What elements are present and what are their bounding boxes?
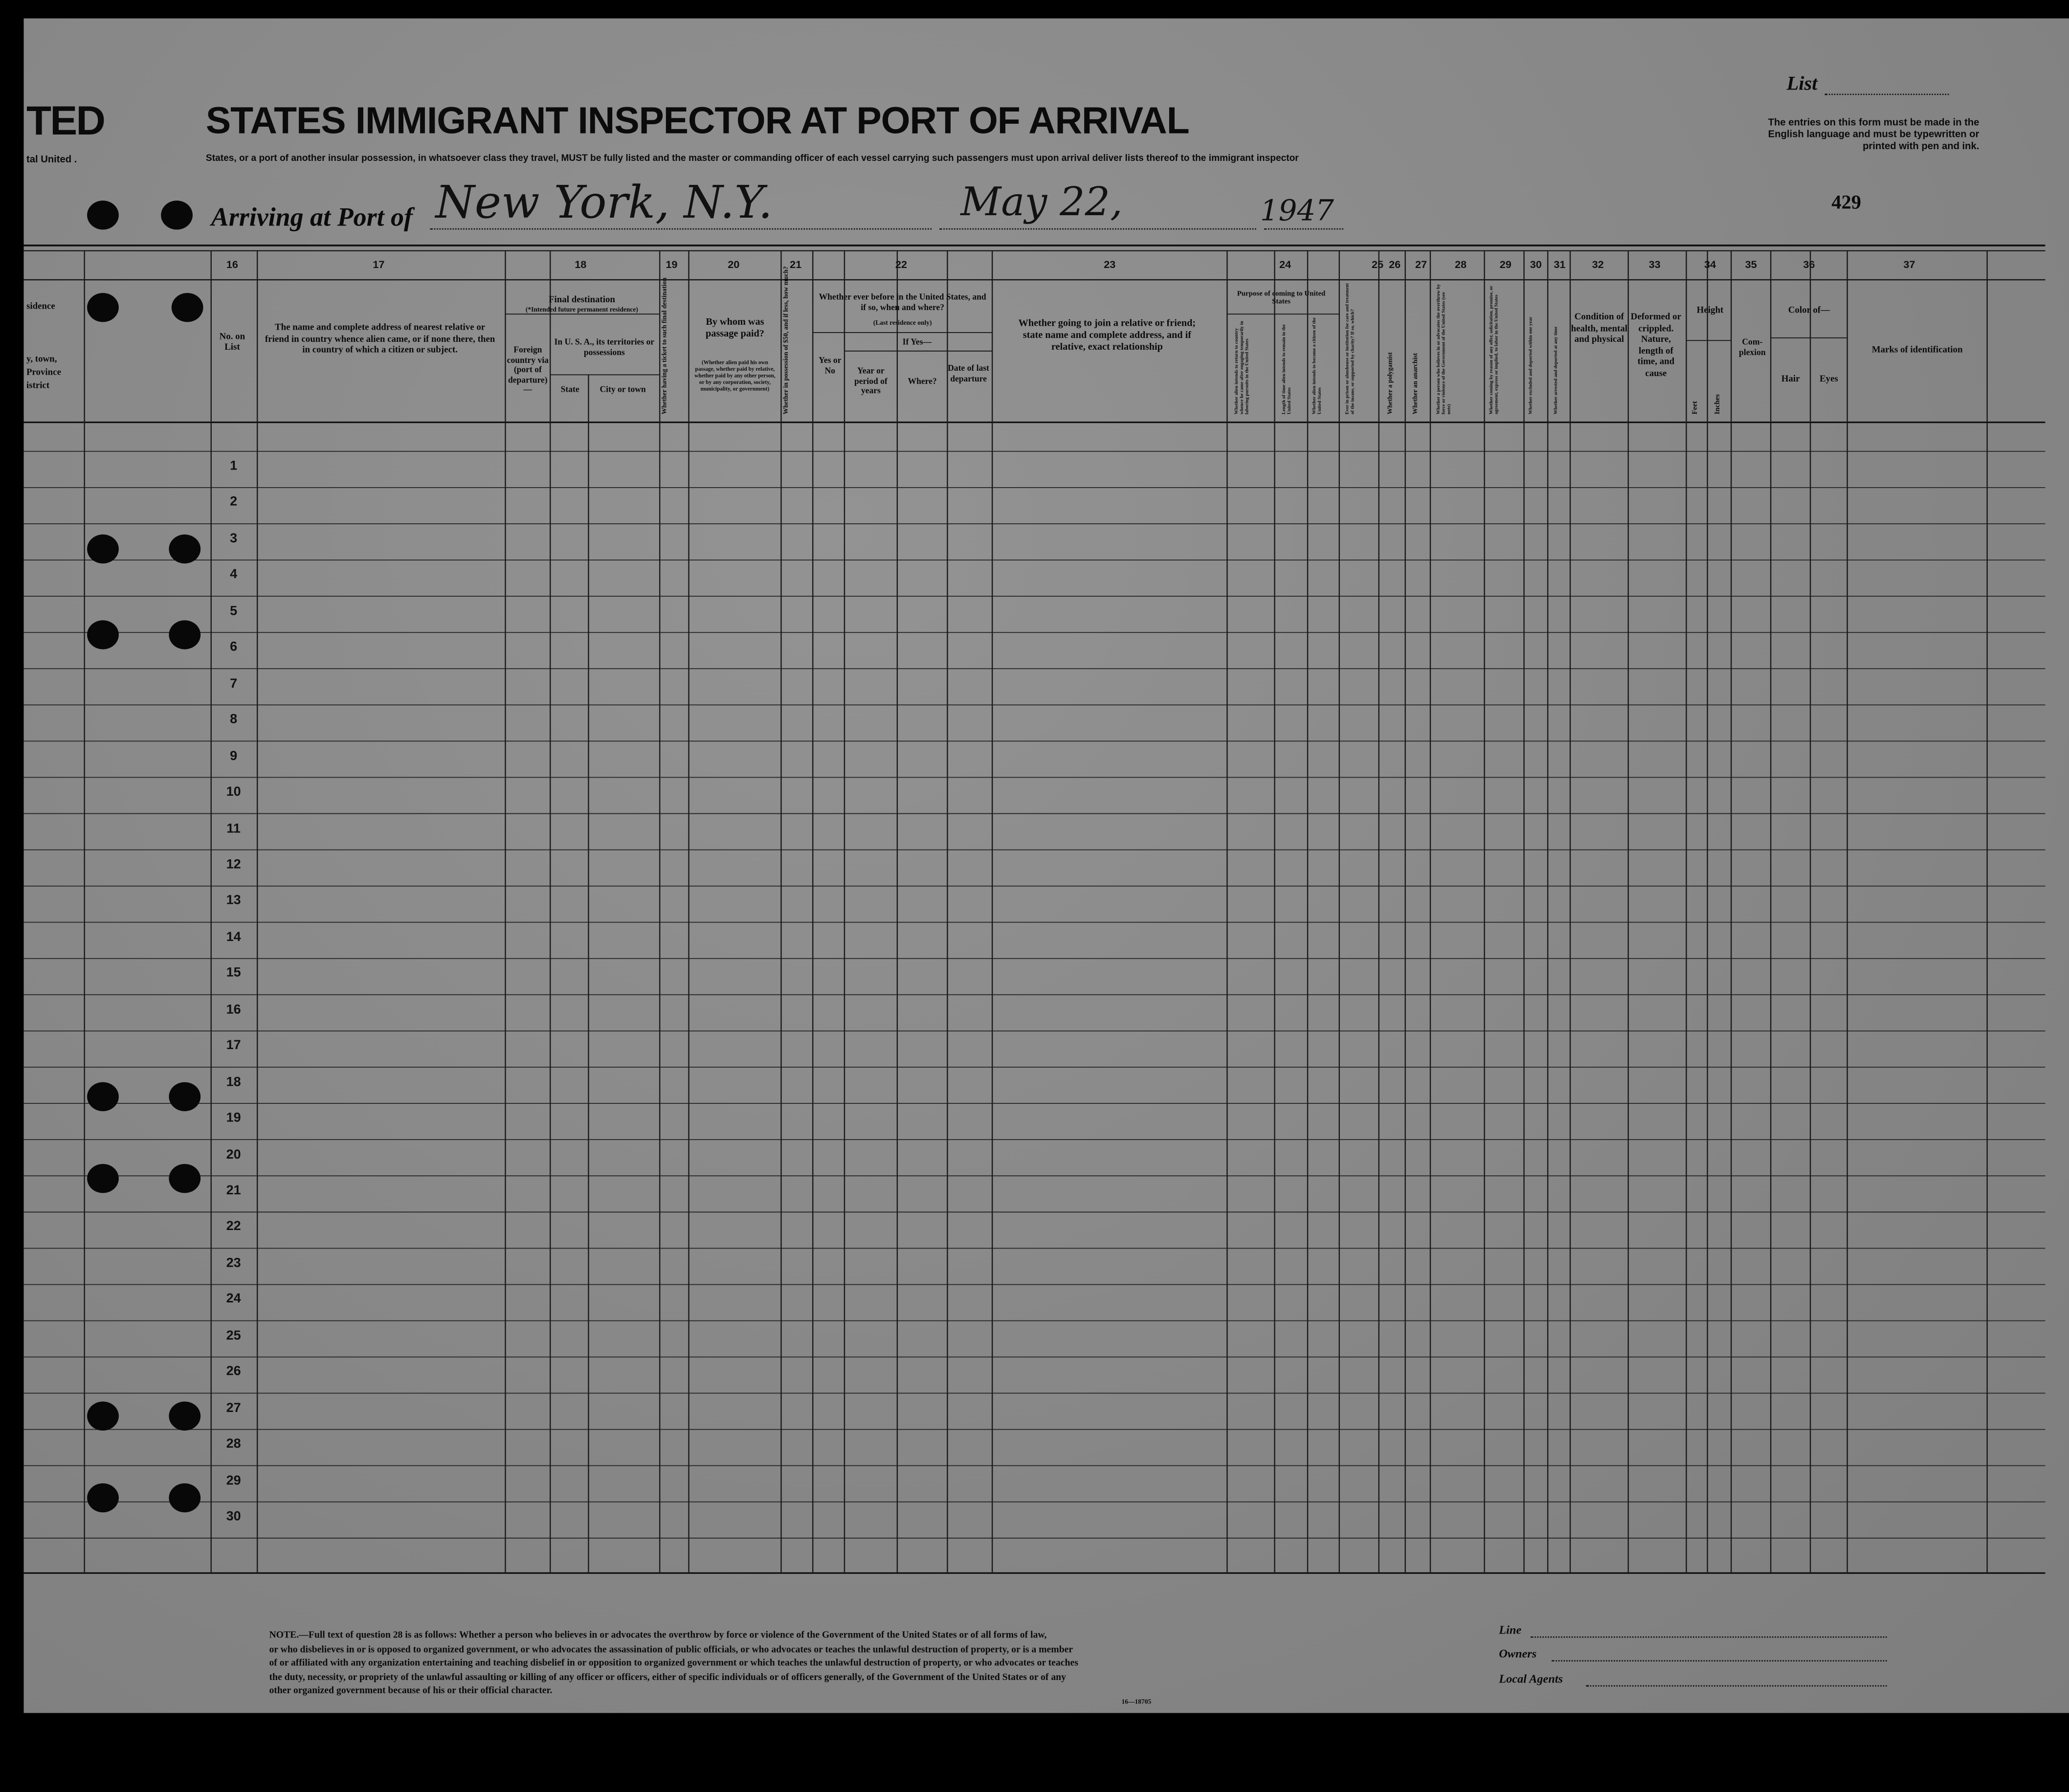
header-overthrow: Whether a person who believes in or advocates the overthrow by force or violence of the Government of the United States (see note) xyxy=(1435,284,1452,415)
header-money: Whether in possession of $50, and if less, how much? xyxy=(783,266,791,415)
col-num-32: 32 xyxy=(1592,258,1604,271)
row-number: 30 xyxy=(226,1509,241,1524)
footer-agents-label: Local Agents xyxy=(1499,1672,1563,1685)
header-purpose-a: Whether alien intends to return to country whence he came after engaging temporarily in laboring pursuits in the United States xyxy=(1233,321,1250,415)
header-city: City or town xyxy=(600,385,646,395)
row-number: 12 xyxy=(226,857,241,873)
punch-hole xyxy=(87,535,119,563)
header-color-of: Color of— xyxy=(1788,305,1830,315)
arriving-year-line xyxy=(1264,228,1343,230)
header-yes-no: Yes or No xyxy=(819,356,842,376)
row-number: 6 xyxy=(230,640,238,655)
punch-hole xyxy=(87,1483,119,1512)
col-num-22: 22 xyxy=(895,258,907,271)
row-number: 1 xyxy=(230,459,238,474)
list-number-line xyxy=(1825,94,1949,95)
row-number: 9 xyxy=(230,749,238,764)
header-in-usa: In U. S. A., its territories or possessions xyxy=(554,337,655,357)
footer-note-line-5: other organized government because of his or their official character. xyxy=(269,1684,553,1696)
footer-owners-label: Owners xyxy=(1499,1647,1537,1660)
row-number: 21 xyxy=(226,1184,241,1199)
form-subtitle: States, or a port of another insular possession, in whatsoever class they travel, MUST be fully listed and the master or commanding officer of each vessel carrying such passengers must upon arrival deliver lists thereof to the immigrant inspector xyxy=(205,153,1299,164)
arriving-year: 1947 xyxy=(1260,195,1334,228)
punch-hole xyxy=(169,1483,200,1512)
col-num-37: 37 xyxy=(1903,258,1915,271)
footer-owners-field xyxy=(1552,1660,1887,1661)
header-prison: Ever in prison or almshouse or institution for care and treatment of the insane, or supported by charity? If so, which? xyxy=(1344,283,1356,415)
punch-hole xyxy=(87,620,119,649)
header-no-on-list: No. on List xyxy=(219,331,245,352)
punch-hole xyxy=(161,201,193,229)
row-number: 15 xyxy=(226,966,241,981)
col-num-16: 16 xyxy=(226,258,238,271)
col-num-20: 20 xyxy=(728,258,740,271)
arriving-date: May 22, xyxy=(960,179,1123,226)
row-number: 5 xyxy=(230,604,238,619)
header-year: Year or period of years xyxy=(854,367,888,396)
row-number: 3 xyxy=(230,532,238,546)
row-number: 17 xyxy=(226,1039,241,1053)
footer-agents-field xyxy=(1586,1685,1887,1687)
col-num-27: 27 xyxy=(1415,258,1427,271)
header-nearest-relative: The name and complete address of nearest relative or friend in country whence alien came, or if none there, then in country of which a citizen or subject. xyxy=(265,322,495,355)
col-num-18: 18 xyxy=(575,258,587,271)
row-number: 22 xyxy=(226,1220,241,1235)
row-number: 13 xyxy=(226,894,241,909)
form-instructions: The entries on this form must be made in the English language and must be typewritten or printed with pen and ink. xyxy=(1768,116,1980,152)
header-purpose-c: Whether alien intends to become a citizen of the United States xyxy=(1312,317,1322,415)
col-num-21: 21 xyxy=(790,258,802,271)
row-number: 26 xyxy=(226,1365,241,1380)
footer-note-line-3: of or affiliated with any organization entertaining and teaching disbelief in or opposition to organized government or which teaches the unlawful destruction of property, or who advocates or teaches xyxy=(269,1656,1078,1668)
arriving-port-line xyxy=(430,228,932,230)
header-excluded: Whether excluded and deported within one year xyxy=(1528,316,1534,415)
row-number: 8 xyxy=(230,713,238,728)
row-number: 10 xyxy=(226,785,241,800)
col-num-30: 30 xyxy=(1530,258,1542,271)
header-passage-paid: By whom was passage paid? xyxy=(706,315,764,339)
punch-hole xyxy=(169,1164,200,1193)
header-where: Where? xyxy=(908,377,937,387)
row-number: 28 xyxy=(226,1437,241,1452)
col-num-19: 19 xyxy=(666,258,678,271)
punch-hole xyxy=(169,1402,200,1431)
stub-town-label: y, town, xyxy=(26,354,57,364)
row-number: 24 xyxy=(226,1292,241,1307)
page-number: 429 xyxy=(1831,192,1861,214)
col-num-35: 35 xyxy=(1745,258,1757,271)
punch-hole xyxy=(87,1082,119,1111)
row-number: 19 xyxy=(226,1111,241,1126)
col-num-23: 23 xyxy=(1104,258,1116,271)
footer-note-line-2: or who disbelieves in or is opposed to organized government, or who advocates the assassination of public officials, or who advocates or teaches the unlawful destruction of property, or is a member xyxy=(269,1642,1073,1655)
row-number: 11 xyxy=(226,821,241,836)
arriving-label: Arriving at Port of xyxy=(211,203,413,232)
col-num-28: 28 xyxy=(1455,258,1467,271)
header-foreign-country: Foreign country via (port of departure)— xyxy=(507,345,549,395)
form-title: STATES IMMIGRANT INSPECTOR AT PORT OF ARRIVAL xyxy=(205,100,1189,143)
header-passage-paid-note: (Whether alien paid his own passage, whether paid by relative, whether paid by any other person, or by any corporation, society, municipality, or government) xyxy=(694,358,776,392)
header-state: State xyxy=(560,385,579,395)
header-final-destination-note: (*Intended future permanent residence) xyxy=(525,307,638,314)
col-num-31: 31 xyxy=(1554,258,1566,271)
arriving-port: New York, N.Y. xyxy=(435,177,773,230)
header-anarchist: Whether an anarchist xyxy=(1413,353,1420,415)
header-eyes: Eyes xyxy=(1819,373,1838,384)
row-number: 14 xyxy=(226,930,241,945)
list-label: List xyxy=(1786,74,1818,95)
col-num-26: 26 xyxy=(1389,258,1401,271)
header-hair: Hair xyxy=(1781,373,1800,384)
row-number: 23 xyxy=(226,1256,241,1271)
row-number: 2 xyxy=(230,495,238,510)
punch-hole xyxy=(87,201,119,229)
header-marks: Marks of identification xyxy=(1871,344,1963,355)
punch-hole xyxy=(169,620,200,649)
punch-hole xyxy=(172,293,203,322)
stub-residence-label: sidence xyxy=(26,301,55,312)
header-join-relative: Whether going to join a relative or friend; state name and complete address, and if relative, exact relationship xyxy=(1018,316,1196,353)
header-offer: Whether coming by reason of any offer, solicitation, promise, or agreement, express or implied, to labor in the United States xyxy=(1488,286,1499,415)
row-number: 27 xyxy=(226,1401,241,1416)
row-number: 20 xyxy=(226,1147,241,1162)
row-number: 25 xyxy=(226,1328,241,1344)
header-ever-before: Whether ever before in the United States, and if so, when and where? xyxy=(819,293,986,313)
punch-hole xyxy=(169,1082,200,1111)
footer-line-label: Line xyxy=(1499,1623,1522,1636)
col-num-24: 24 xyxy=(1279,258,1291,271)
header-feet: Feet xyxy=(1691,401,1700,415)
punch-hole xyxy=(87,293,119,322)
header-ever-before-note: (Last residence only) xyxy=(873,320,932,328)
row-number: 7 xyxy=(230,676,238,692)
col-num-33: 33 xyxy=(1648,258,1661,271)
arriving-date-line xyxy=(939,228,1256,230)
header-inches: Inches xyxy=(1714,394,1722,415)
title-left-fragment: TED xyxy=(26,97,105,144)
row-number: 16 xyxy=(226,1003,241,1017)
stub-district-label: istrict xyxy=(26,380,50,391)
stub-province-label: Province xyxy=(26,367,61,378)
row-number: 18 xyxy=(226,1075,241,1090)
header-purpose: Purpose of coming to United States xyxy=(1237,290,1326,307)
row-number: 29 xyxy=(226,1473,241,1488)
header-date-departure: Date of last departure xyxy=(948,364,989,383)
header-deformed: Deformed or crippled. Nature, length of time, and cause xyxy=(1630,311,1682,379)
footer-line-field xyxy=(1531,1636,1887,1638)
col-num-34: 34 xyxy=(1704,258,1716,271)
header-purpose-b: Length of time alien intends to remain in the United States xyxy=(1281,324,1292,415)
col-num-25: 25 xyxy=(1372,258,1384,271)
punch-hole xyxy=(169,535,200,563)
punch-hole xyxy=(87,1164,119,1193)
header-arrested: Whether arrested and deported at any time xyxy=(1553,326,1558,415)
header-final-destination: Final destination xyxy=(548,294,615,305)
punch-hole xyxy=(87,1402,119,1431)
footer-note-line-4: the duty, necessity, or propriety of the unlawful assaulting or killing of any officer or officers, either of specific individuals or of officers generally, of the Government of the United States or of any xyxy=(269,1670,1067,1682)
header-height: Height xyxy=(1696,305,1724,315)
header-complexion: Com- plexion xyxy=(1739,337,1766,357)
header-health: Condition of health, mental and physical xyxy=(1571,311,1628,345)
col-num-36: 36 xyxy=(1803,258,1815,271)
footer-print-code: 16—18705 xyxy=(1121,1700,1152,1706)
footer-note-line-1: NOTE.—Full text of question 28 is as follows: Whether a person who believes in or advocates the overthrow by force or violence of the Government of the United States or of all forms of law, xyxy=(269,1628,1047,1640)
subtitle-left-fragment: tal United . xyxy=(26,153,77,165)
col-num-29: 29 xyxy=(1499,258,1512,271)
header-if-yes: If Yes— xyxy=(902,337,932,347)
header-ticket: Whether having a ticket to such final destination xyxy=(662,277,669,415)
header-polygamist: Whether a polygamist xyxy=(1388,352,1395,415)
col-num-17: 17 xyxy=(373,258,385,271)
row-number: 4 xyxy=(230,568,238,582)
